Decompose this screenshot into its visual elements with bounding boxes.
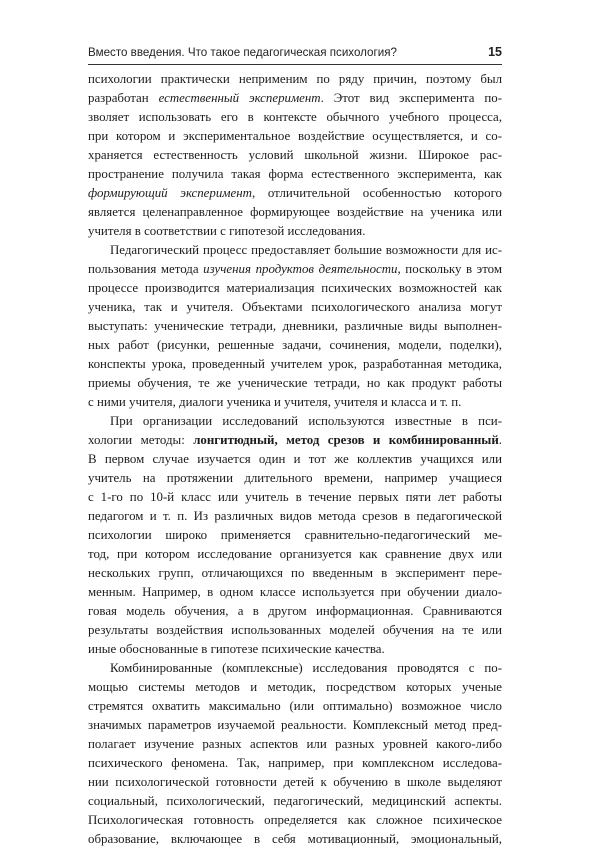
text-line: процессе производится материализация психических возможностей как [88,281,502,295]
text-line: стремятся охватить максимально (или оптимально) возможное число [88,699,502,713]
text-line: является целенаправленное формирующее воздействие на ученика или [88,205,502,219]
text-line: психологии широко применяется сравнительно-педагогический ме- [88,528,502,542]
text-line: психологии практически неприменим по ряду причин, поэтому был [88,72,502,86]
text-line: пользования метода изучения продуктов деятельности, поскольку в этом [88,262,502,276]
text-line: Комбинированные (комплексные) исследования проводятся с по- [110,661,502,675]
term-formative-experiment: формирующий эксперимент [88,186,252,200]
text-line: зволяет использовать его в контексте обычного учебного процесса, [88,110,502,124]
text-line: говая модель обучения, а в другом информационная. Сравниваются [88,604,502,618]
text-line: конспекты урока, проведенный учителем урок, разработанная методика, [88,357,502,371]
text-line: приемы обучения, те же ученические тетради, но как продукт работы [88,376,502,390]
text-line: полагает изучение разных аспектов или разных уровней какого-либо [88,737,502,751]
text-line: при котором и экспериментальное воздействие осуществляется, и со- [88,129,502,143]
text-line: с ними учителя, диалоги ученика и учителя, учителя и класса и т. п. [88,395,462,409]
text-line: учитель на протяжении длительного времени, например учащиеся [88,471,502,485]
term-product-analysis: изучения продуктов деятельности [203,262,398,276]
text-line: ученика, так и учителя. Объектами психологического анализа могут [88,300,502,314]
header-rule [88,64,502,65]
text-line: нескольких групп, отличающихся по введенным в эксперимент пере- [88,566,502,580]
text-line: с 1-го по 10-й класс или учитель в течение первых пяти лет работы [88,490,502,504]
term-methods-bold: лонгитюдный, метод срезов и комбинированный [193,433,499,447]
text-line: Психологическая готовность определяется как сложное психическое [88,813,502,827]
text-line: педагогом и т. п. Из различных видов метода срезов в педагогической [88,509,502,523]
text-line: образование, включающее в себя мотивационный, эмоциональный, [88,832,502,846]
text-line: иные обоснованные в гипотезе психические качества. [88,642,385,656]
text-line: разработан естественный эксперимент. Этот вид эксперимента по- [88,91,502,105]
text-line: менным. Например, в одном классе используется при обучении диало- [88,585,502,599]
running-header [88,46,502,64]
text-line: В первом случае изучается один и тот же коллектив учащихся или [88,452,502,466]
text-line: результаты воздействия использованных моделей обучения на те или [88,623,502,637]
text-line: пространение получила такая форма естественного эксперимента, как [88,167,502,181]
text-line: учителя в соответствии с гипотезой исследования. [88,224,366,238]
body-text [88,70,502,849]
page-number: 15 [488,45,502,59]
text-line: тод, при котором исследование организуется как сравнение двух или [88,547,502,561]
text-line: При организации исследований используются известные в пси- [110,414,502,428]
text-line: психического феномена. Так, например, при комплексном исследова- [88,756,502,770]
text-line: социальный, психологический, педагогический, медицинский аспекты. [88,794,502,808]
text-line: храняется естественность условий школьной жизни. Широкое рас- [88,148,502,162]
text-line: ных работ (рисунки, решенные задачи, сочинения, модели, поделки), [88,338,502,352]
text-line: значимых параметров изучаемой реальности. Комплексный метод пред- [88,718,502,732]
text-line: мощью системы методов и методик, посредством которых ученые [88,680,502,694]
term-natural-experiment: естественный эксперимент [158,91,321,105]
text-line: нии психологической готовности детей к обучению в школе выделяют [88,775,502,789]
running-title: Вместо введения. Что такое педагогическая психология? [88,46,397,59]
text-line: выступать: ученические тетради, дневники, различные виды выполнен- [88,319,502,333]
text-line: Педагогический процесс предоставляет большие возможности для ис- [110,243,502,257]
text-line: хологии методы: лонгитюдный, метод срезов и комбинированный. [88,433,502,447]
text-line: формирующий эксперимент, отличительной особенностью которого [88,186,502,200]
